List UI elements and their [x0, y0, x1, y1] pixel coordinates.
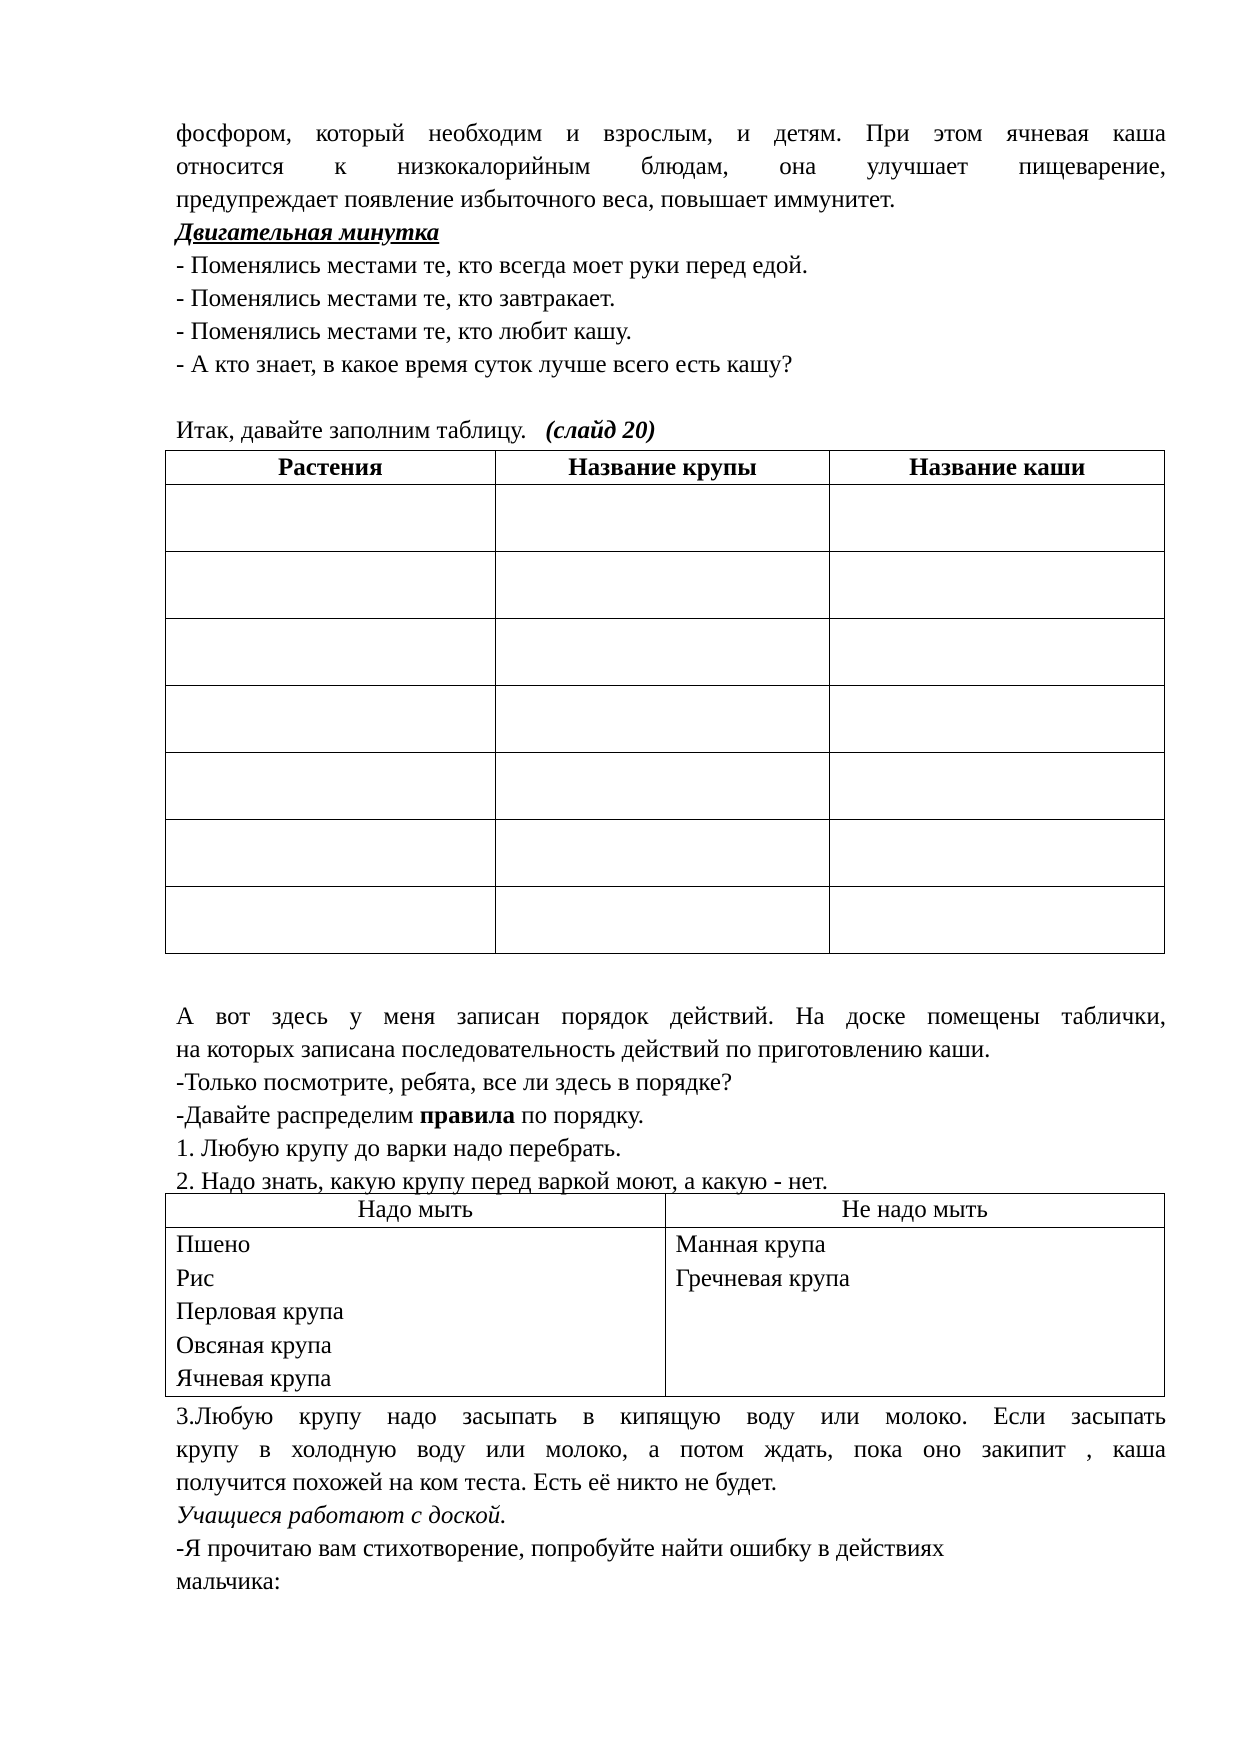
- table-cell[interactable]: [830, 619, 1165, 686]
- list-item: Перловая крупа: [176, 1298, 344, 1325]
- table-cell[interactable]: [166, 887, 496, 954]
- header-nowash: Не надо мыть: [665, 1194, 1165, 1228]
- table-cell[interactable]: [830, 485, 1165, 552]
- rules-suffix: по порядку.: [515, 1102, 645, 1129]
- poem-line-2: мальчика:: [176, 1568, 281, 1595]
- minute-item-4: - А кто знает, в какое время суток лучше всего есть кашу?: [176, 351, 793, 378]
- header-plants: Растения: [166, 451, 496, 485]
- wash-table-header: [166, 1194, 1165, 1228]
- table-cell[interactable]: [166, 753, 496, 820]
- table-cell[interactable]: [495, 820, 830, 887]
- table-cell[interactable]: [166, 820, 496, 887]
- fill-table-header: [166, 451, 1165, 485]
- page-top: [176, 117, 1166, 447]
- table-cell[interactable]: [495, 485, 830, 552]
- fill-table: [165, 450, 1165, 954]
- table-row: [166, 485, 1165, 552]
- minute-item-1: - Поменялись местами те, кто всегда моет руки перед едой.: [176, 252, 809, 279]
- table-cell[interactable]: [830, 552, 1165, 619]
- list-item: Гречневая крупа: [675, 1264, 851, 1292]
- table-cell[interactable]: [495, 887, 830, 954]
- table-cell[interactable]: [495, 552, 830, 619]
- poem-line-1: -Я прочитаю вам стихотворение, попробуйте найти ошибку в действиях: [176, 1535, 945, 1562]
- list-item: Ячневая крупа: [176, 1365, 332, 1392]
- header-groats-name: Название крупы: [495, 451, 830, 485]
- nowash-list: [665, 1228, 1165, 1397]
- table-intro: [176, 414, 1166, 447]
- table-cell[interactable]: [830, 686, 1165, 753]
- rule-3-line-3: получится похожей на ком теста. Есть её никто не будет.: [176, 1469, 778, 1496]
- table-cell[interactable]: [495, 619, 830, 686]
- table-cell[interactable]: [495, 686, 830, 753]
- list-item: Пшено: [176, 1231, 251, 1258]
- order-line-1: А вот здесь у меня записан порядок действий. На доске помещены таблички,: [176, 1003, 1166, 1030]
- table-cell[interactable]: [166, 485, 496, 552]
- minute-item-2: - Поменялись местами те, кто завтракает.: [176, 285, 616, 312]
- table-row: [166, 887, 1165, 954]
- rule-3-line-1: 3.Любую крупу надо засыпать в кипящую воду или молоко. Если засыпать: [176, 1403, 1166, 1430]
- rules-line: [176, 1099, 1166, 1132]
- students-note: Учащиеся работают с доской.: [176, 1502, 507, 1529]
- rules-prefix: -Давайте распределим: [176, 1102, 420, 1129]
- wash-list: [166, 1228, 666, 1397]
- order-line-3: -Только посмотрите, ребята, все ли здесь в порядке?: [176, 1069, 733, 1096]
- intro-line-3: предупреждает появление избыточного веса, повышает иммунитет.: [176, 186, 896, 213]
- wash-table: [165, 1193, 1165, 1397]
- page-middle: [176, 1000, 1166, 1198]
- minute-item-3: - Поменялись местами те, кто любит кашу.: [176, 318, 632, 345]
- rules-bold: правила: [419, 1102, 516, 1129]
- rule-3-line-2: крупу в холодную воду или молоко, а потом ждать, пока оно закипит , каша: [176, 1436, 1166, 1463]
- list-item: Рис: [176, 1264, 215, 1292]
- table-row: [166, 753, 1165, 820]
- table-cell[interactable]: [166, 552, 496, 619]
- slide-reference: (слайд 20): [545, 417, 656, 444]
- table-row: [166, 552, 1165, 619]
- list-item: Манная крупа: [675, 1231, 826, 1258]
- table-intro-text: Итак, давайте заполним таблицу.: [176, 417, 527, 444]
- order-line-2: на которых записана последовательность действий по приготовлению каши.: [176, 1036, 991, 1063]
- wash-table-body: [166, 1228, 1165, 1397]
- header-porridge-name: Название каши: [830, 451, 1165, 485]
- rule-2: 2. Надо знать, какую крупу перед варкой моют, а какую - нет.: [176, 1168, 828, 1195]
- table-cell[interactable]: [830, 753, 1165, 820]
- table-cell[interactable]: [830, 820, 1165, 887]
- intro-line-1: фосфором, который необходим и взрослым, и детям. При этом ячневая каша: [176, 120, 1166, 147]
- table-row: [166, 686, 1165, 753]
- rule-1: 1. Любую крупу до варки надо перебрать.: [176, 1135, 622, 1162]
- intro-line-2: относится к низкокалорийным блюдам, она улучшает пищеварение,: [176, 153, 1166, 180]
- table-cell[interactable]: [166, 619, 496, 686]
- list-item: Овсяная крупа: [176, 1331, 332, 1359]
- page-bottom: [176, 1400, 1166, 1598]
- header-wash: Надо мыть: [166, 1194, 666, 1228]
- table-cell[interactable]: [830, 887, 1165, 954]
- table-cell[interactable]: [166, 686, 496, 753]
- table-row: [166, 820, 1165, 887]
- minute-heading: Двигательная минутка: [176, 219, 440, 246]
- table-row: [166, 619, 1165, 686]
- table-cell[interactable]: [495, 753, 830, 820]
